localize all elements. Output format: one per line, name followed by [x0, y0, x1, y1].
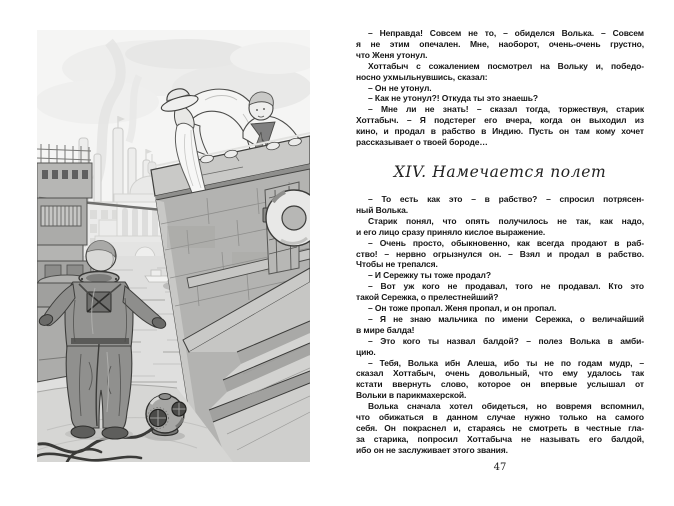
- text-line: – Вот уж кого не продавал, того не продавал. Кто это: [368, 281, 644, 292]
- text-line: Хоттабыч с сожалением посмотрел на Вольку и, победо-: [368, 60, 644, 71]
- text-line: – И Сережку ты тоже продал?: [368, 270, 491, 281]
- text-line: – Тебя, Волька ибн Алеша, ибо ты не по годам мудр, –: [368, 357, 644, 368]
- text-line: Вольки в парикмахерской.: [356, 390, 467, 401]
- paragraph: [356, 314, 644, 336]
- paragraph: [356, 83, 644, 94]
- page-number: 47: [493, 462, 507, 473]
- text-line: – Это кого ты назвал балдой? – полез Волька в амби-: [368, 335, 644, 346]
- text-column: [356, 28, 644, 456]
- left-page: [37, 30, 310, 462]
- text-line: и его лицо сразу приняло кислое выражение.: [356, 226, 546, 237]
- illustration-diver-scene: [37, 30, 310, 462]
- text-line: – Мне ли не знать! – сказал тогда, торжествуя, старик: [368, 104, 644, 115]
- paragraph: [356, 270, 644, 281]
- paragraph: [356, 61, 644, 83]
- text-line: я не этим опечален. Мне, наоборот, очень-очень грустно,: [356, 38, 644, 49]
- paragraph: [356, 281, 644, 303]
- text-line: ный Волька.: [356, 204, 408, 215]
- text-line: – Я не знаю мальчика по имени Сережка, о величайший: [368, 313, 644, 324]
- text-line: Чтобы не трепался.: [356, 259, 438, 270]
- paragraph: [356, 194, 644, 216]
- text-line: Старик понял, что опять получилось не так, как надо,: [368, 215, 644, 226]
- text-line: что Женя утонул.: [356, 49, 428, 60]
- paragraph: [356, 358, 644, 402]
- paragraph: [356, 216, 644, 238]
- text-line: кстати ввернуть слово, которое он впервые услышал от: [356, 379, 644, 390]
- text-line: – Очень просто, обыкновенно, как всегда продают в раб-: [368, 237, 644, 248]
- text-line: Хоттабыч. – Я подстерег его вчера, когда он выходил из: [356, 115, 644, 126]
- text-line: – Он не утонул.: [368, 82, 432, 93]
- text-line: такой Сережка, о прелестнейший?: [356, 292, 499, 303]
- text-line: Волька сначала хотел обидеться, но вовремя вспомнил,: [368, 401, 644, 412]
- text-line: ство! – нервно огрызнулся он. – Взял и продал в рабство.: [356, 248, 644, 259]
- paragraph: [356, 401, 644, 456]
- text-line: за старика, попросил Хоттабыча не называть его балдой,: [356, 433, 644, 444]
- paragraph: [356, 104, 644, 148]
- text-line: в мире балда!: [356, 324, 415, 335]
- text-line: ибо он не заслуживает этого звания.: [356, 444, 508, 455]
- text-line: – Он тоже пропал. Женя пропал, и он пропал.: [368, 303, 557, 314]
- text-line: – Неправда! Совсем не то, – обиделся Волька. – Совсем: [368, 28, 644, 38]
- paragraph: [356, 303, 644, 314]
- text-line: – То есть как это – в рабство? – спросил потрясен-: [368, 193, 644, 204]
- text-line: кино, и продал в рабство в Индию. Пусть он там кому хочет: [356, 126, 644, 137]
- text-line: себя. Он покраснел и, стараясь не смотреть в честные гла-: [356, 423, 644, 433]
- paragraph: [356, 93, 644, 104]
- paragraph: [356, 238, 644, 271]
- text-line: носно ухмыльнувшись, сказал:: [356, 71, 488, 82]
- text-line: что обижаться в данном случае нужно только на самого: [356, 412, 644, 423]
- text-line: рассказывает о твоей бороде…: [356, 137, 488, 148]
- paragraph: [356, 28, 644, 61]
- text-line: – Как не утонул?! Откуда ты это знаешь?: [368, 93, 538, 104]
- text-line: сказал Хоттабыч, очень довольный, что ему удалось так: [356, 368, 644, 379]
- paragraph: [356, 336, 644, 358]
- chapter-heading: XIV. Намечается полет: [393, 162, 607, 181]
- text-line: цию.: [356, 346, 376, 357]
